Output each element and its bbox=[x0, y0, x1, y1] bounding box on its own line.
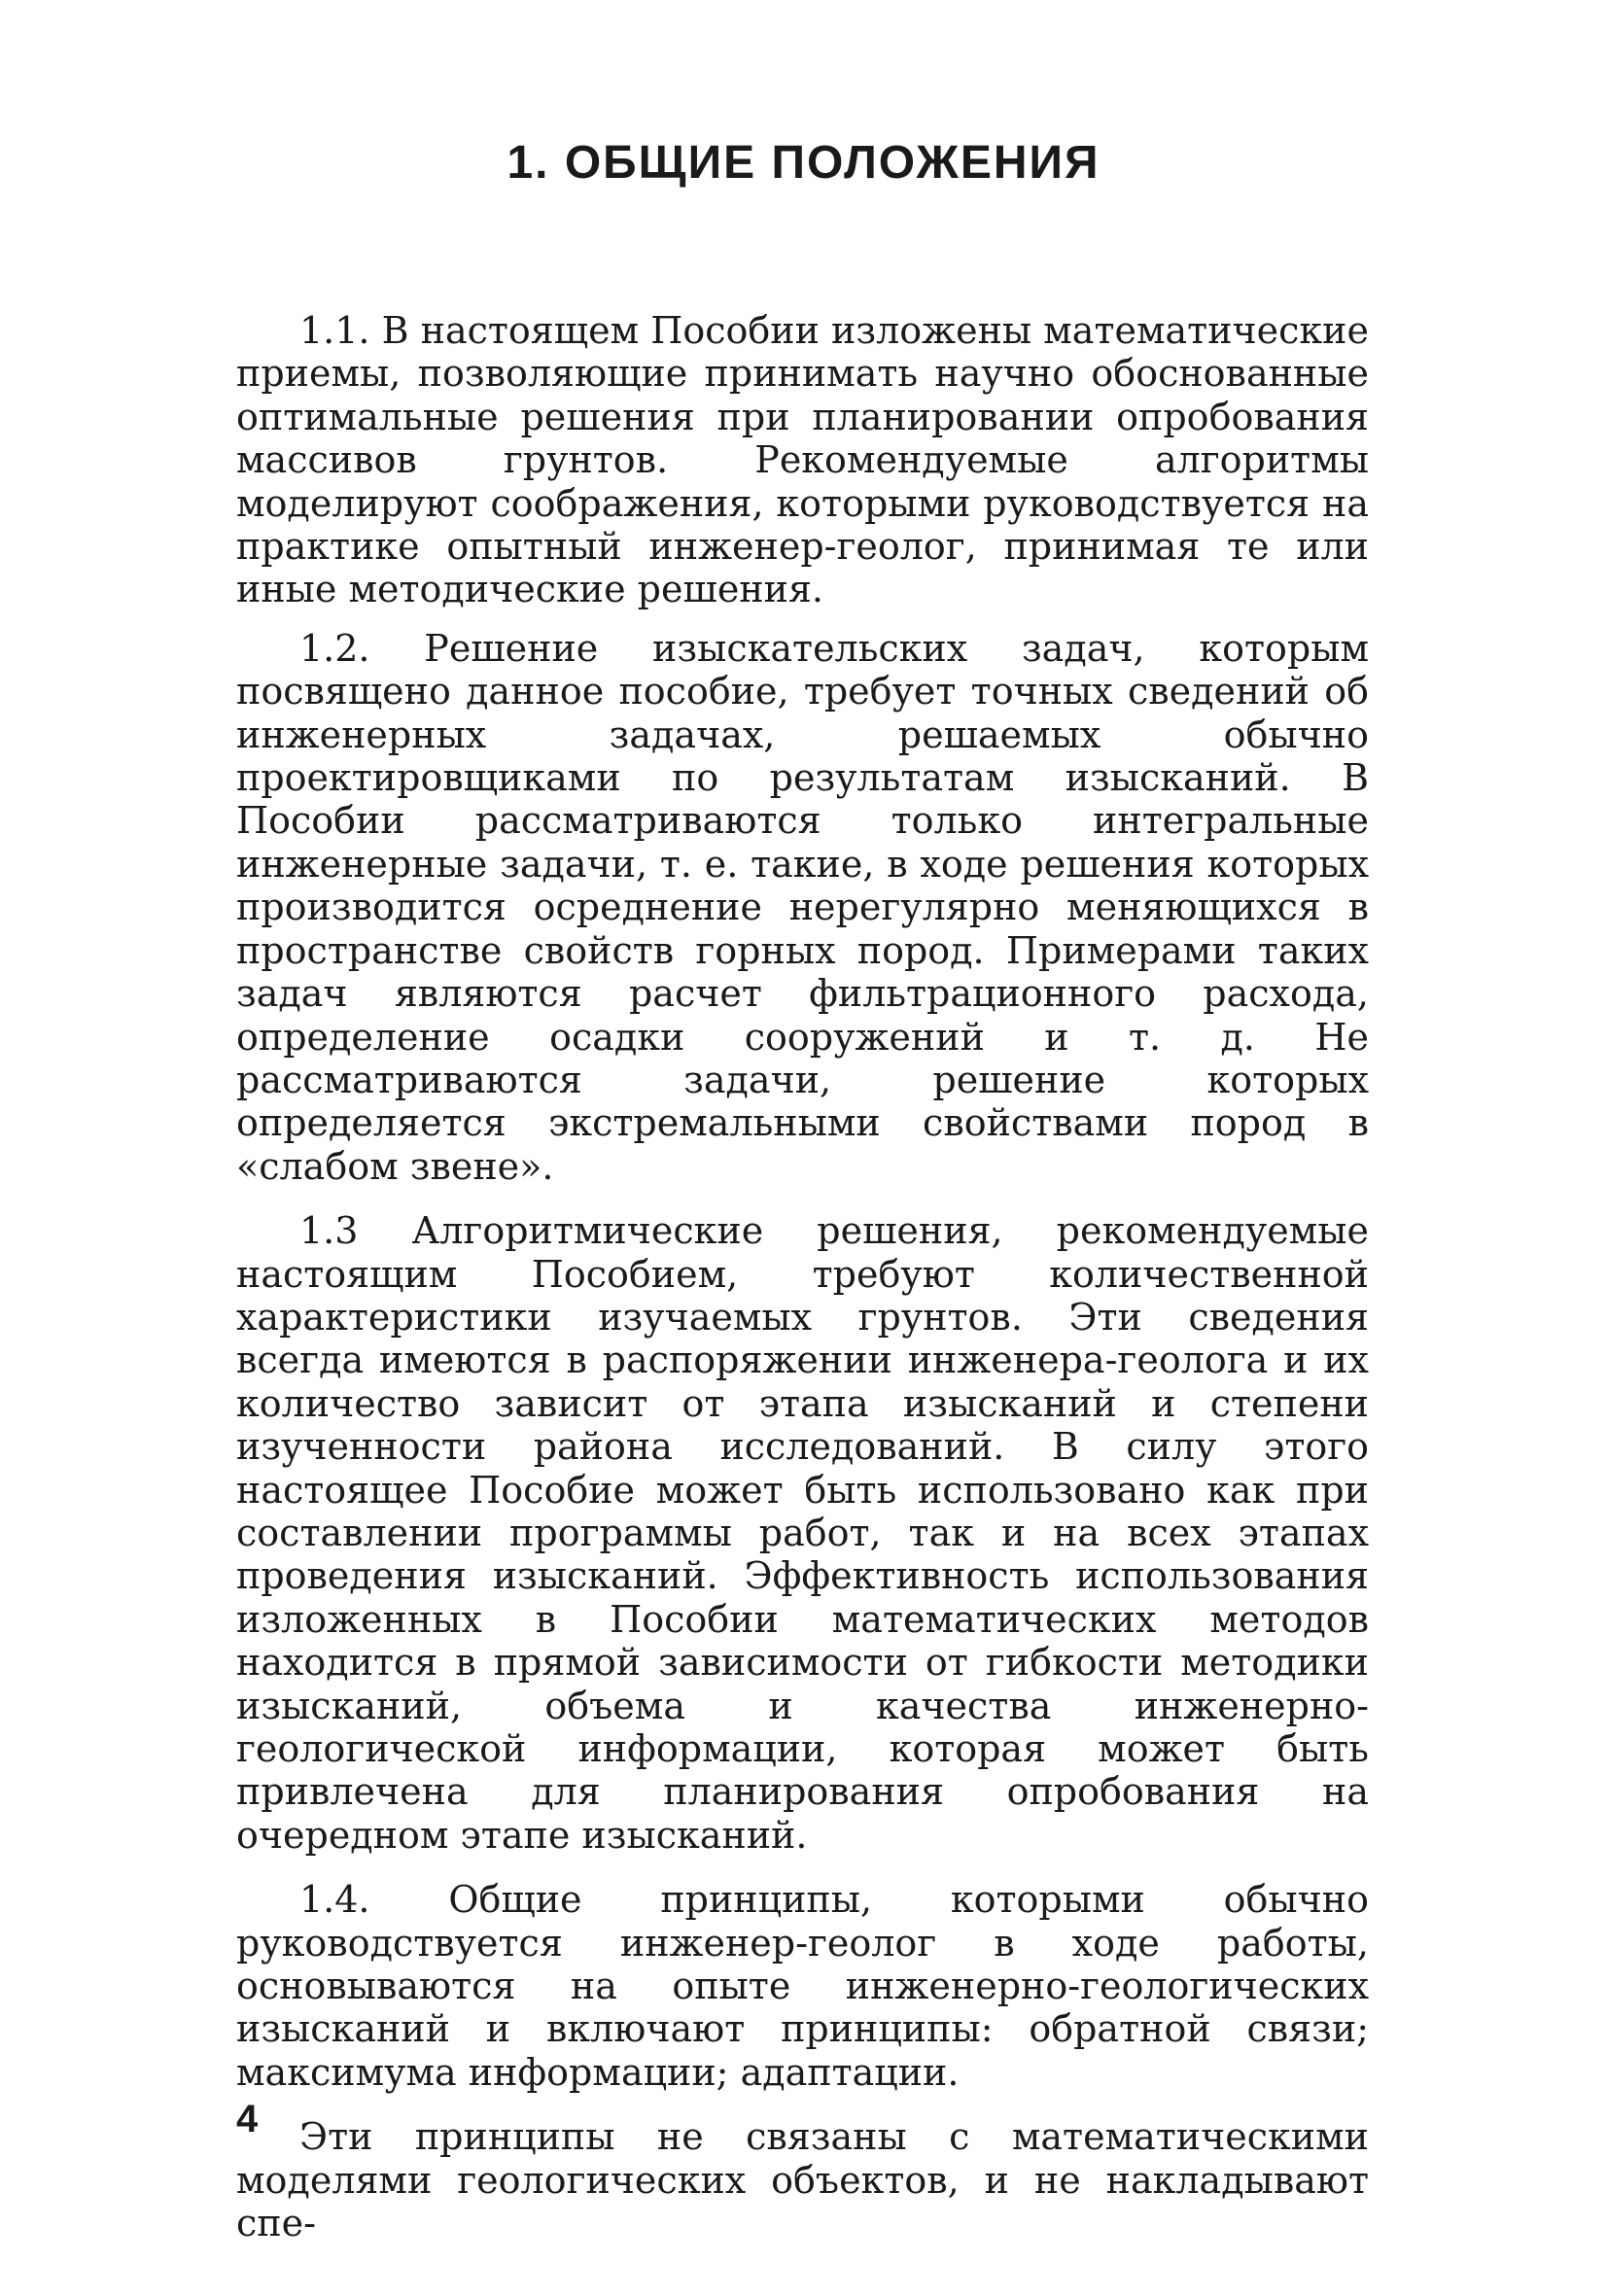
paragraph-continuation: Эти принципы не связаны с математическими моделями геологических объектов, и не накладывают спе- bbox=[236, 2115, 1369, 2245]
paragraph-1-1: 1.1. В настоящем Пособии изложены математические приемы, позволяющие принимать научно обоснованные оптимальные решения при планировании опробования массивов грунтов. Рекомендуемые алгоритмы моделируют соображения, которыми руководствуется на практике опытный инженер-геолог, принимая те или иные методические решения. bbox=[236, 309, 1369, 611]
paragraph-1-3: 1.3 Алгоритмические решения, рекомендуемые настоящим Пособием, требуют количественной характеристики изучаемых грунтов. Эти сведения всегда имеются в распоряжении инженера-геолога и их количество зависит от этапа изысканий и степени изученности района исследований. В силу этого настоящее Пособие может быть использовано как при составлении программы работ, так и на всех этапах проведения изысканий. Эффективность использования изложенных в Пособии математических методов находится в прямой зависимости от гибкости методики изысканий, объема и качества инженерно-геологической информации, которая может быть привлечена для планирования опробования на очередном этапе изысканий. bbox=[236, 1209, 1369, 1857]
section-title: 1. ОБЩИЕ ПОЛОЖЕНИЯ bbox=[507, 137, 1100, 189]
paragraph-1-4: 1.4. Общие принципы, которыми обычно руководствуется инженер-геолог в ходе работы, основываются на опыте инженерно-геологических изысканий и включают принципы: обратной связи; максимума информации; адаптации. bbox=[236, 1878, 1369, 2094]
page-number: 4 bbox=[236, 2098, 259, 2140]
paragraph-1-2: 1.2. Решение изыскательских задач, которым посвящено данное пособие, требует точных сведений об инженерных задачах, решаемых обычно проектировщиками по результатам изысканий. В Пособии рассматриваются только интегральные инженерные задачи, т. е. такие, в ходе решения которых производится осреднение нерегулярно меняющихся в пространстве свойств горных пород. Примерами таких задач являются расчет фильтрационного расхода, определение осадки сооружений и т. д. Не рассматриваются задачи, решение которых определяется экстремальными свойствами пород в «слабом звене». bbox=[236, 626, 1369, 1188]
body-text bbox=[236, 309, 1369, 2244]
